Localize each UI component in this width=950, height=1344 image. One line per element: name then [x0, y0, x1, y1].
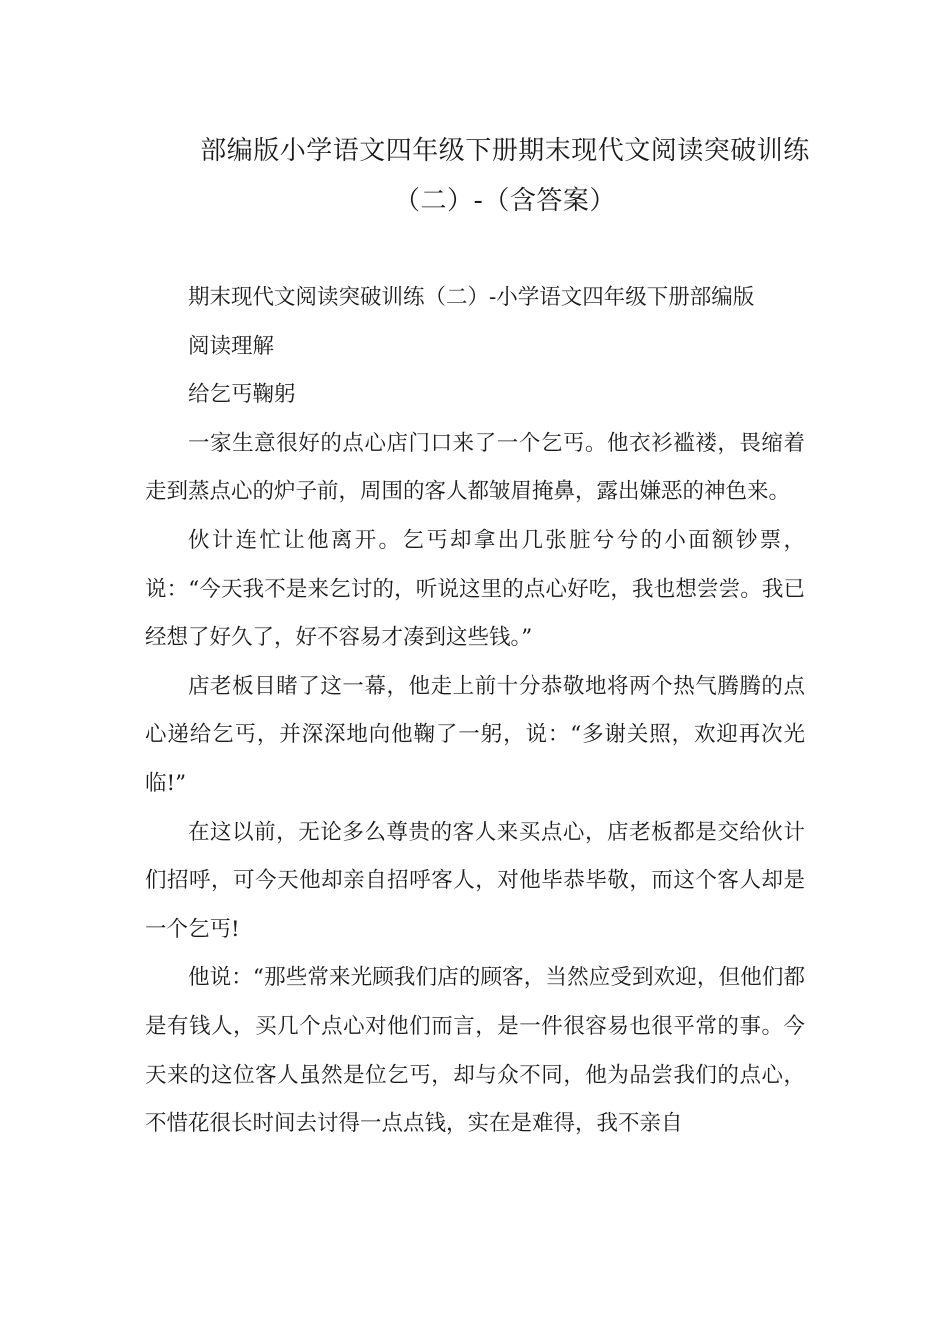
story-title: 给乞丐鞠躬 [188, 382, 296, 408]
section-label: 阅读理解 [188, 333, 275, 359]
paragraph: 他说：“那些常来光顾我们店的顾客，当然应受到欢迎，但他们都是有钱人，买几个点心对他们而言，是一件很容易也很平常的事。今天来的这位客人虽然是位乞丐，却与众不同，他为品尝我们的点心，不惜花很长时间去讨得一点点钱，实在是难得，我不亲自 [145, 965, 805, 1137]
document-title-line-2: （二）-（含答案） [394, 186, 616, 216]
document-subtitle: 期末现代文阅读突破训练（二）-小学语文四年级下册部编版 [188, 285, 755, 310]
document-title-line-1: 部编版小学语文四年级下册期末现代文阅读突破训练 [200, 136, 810, 166]
paragraph: 店老板目睹了这一幕，他走上前十分恭敬地将两个热气腾腾的点心递给乞丐，并深深地向他鞠了一躬，说：“多谢关照，欢迎再次光临!” [145, 673, 805, 796]
paragraph: 在这以前，无论多么尊贵的客人来买点心，店老板都是交给伙计们招呼，可今天他却亲自招呼客人，对他毕恭毕敬，而这个客人却是一个乞丐! [145, 819, 805, 942]
document-body [145, 274, 805, 1149]
paragraph: 伙计连忙让他离开。乞丐却拿出几张脏兮兮的小面额钞票，说：“今天我不是来乞讨的，听说这里的点心好吃，我也想尝尝。我已经想了好久了，好不容易才凑到这些钱。” [145, 527, 805, 651]
paragraph: 一家生意很好的点心店门口来了一个乞丐。他衣衫褴褛，畏缩着走到蒸点心的炉子前，周围的客人都皱眉掩鼻，露出嫌恶的神色来。 [145, 430, 805, 505]
